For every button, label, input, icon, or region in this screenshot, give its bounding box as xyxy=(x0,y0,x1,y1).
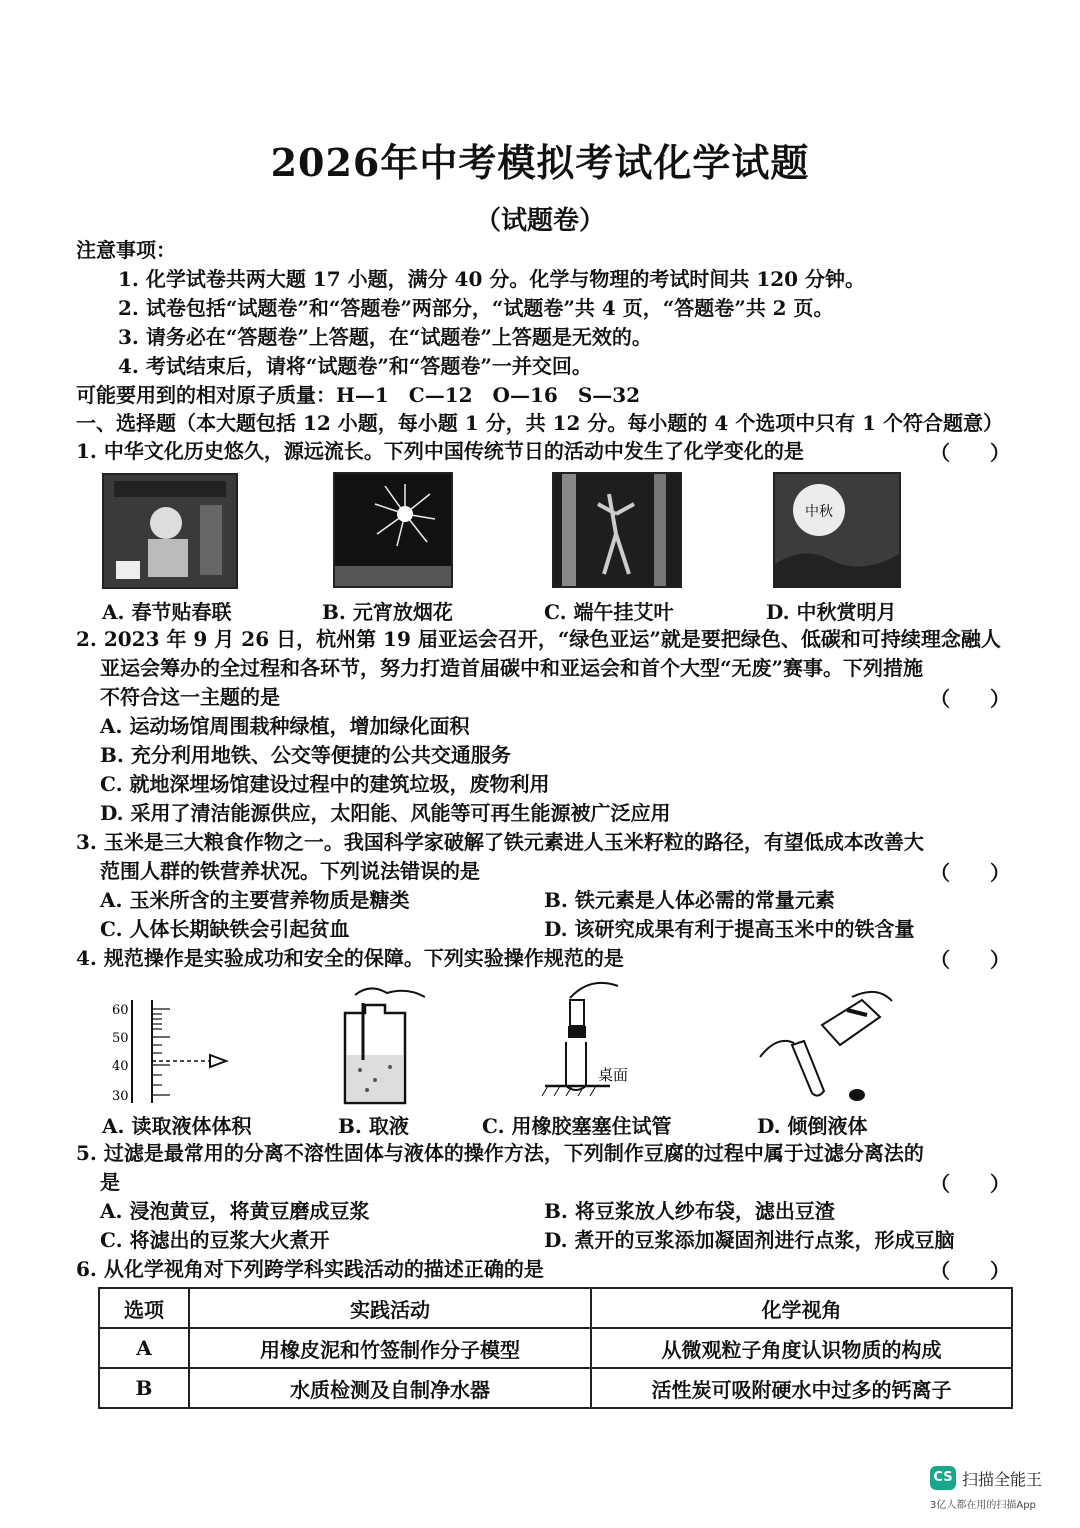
moon-illustration xyxy=(775,474,899,586)
notice-heading: 注意事项： xyxy=(76,238,176,262)
q2-stem-line-1: 2. 2023 年 9 月 26 日，杭州第 19 届亚运会召开，“绿色亚运”就是要把绿色、低碳和可持续理念融人 xyxy=(76,627,1001,651)
scanner-tagline: 3亿人都在用的扫描App xyxy=(930,1500,1036,1511)
q2-stem-line-3: 不符合这一主题的是 xyxy=(100,685,280,709)
section-heading: 一、选择题（本大题包括 12 小题，每小题 1 分，共 12 分。每小题的 4 个选项中只有 1 个符合题意） xyxy=(76,411,1004,435)
mugwort-illustration xyxy=(554,474,680,586)
q1-option-b: B. 元宵放烟花 xyxy=(322,600,453,624)
table-header-row xyxy=(99,1288,1012,1328)
table-header-cell: 化学视角 xyxy=(591,1288,1012,1328)
q3-option-c: C. 人体长期缺铁会引起贫血 xyxy=(100,917,350,941)
page-title: 2026年中考模拟考试化学试题 xyxy=(270,140,810,185)
q4-answer-paren: （ ） xyxy=(930,948,1010,972)
q5-option-b: B. 将豆浆放人纱布袋，滤出豆渣 xyxy=(544,1199,835,1223)
notice-item-2: 2. 试卷包括“试题卷”和“答题卷”两部分，“试题卷”共 4 页，“答题卷”共 2 页。 xyxy=(118,296,834,320)
scale-label-50: 50 xyxy=(112,1031,129,1046)
table-header-cell: 选项 xyxy=(99,1288,189,1328)
q4-stem: 4. 规范操作是实验成功和安全的保障。下列实验操作规范的是 xyxy=(76,946,624,970)
q2-answer-paren: （ ） xyxy=(930,687,1010,711)
q5-option-a: A. 浸泡黄豆，将黄豆磨成豆浆 xyxy=(100,1199,370,1223)
hand-icon xyxy=(760,1041,794,1057)
q1-image-c xyxy=(552,472,682,588)
table-cell: 从微观粒子角度认识物质的构成 xyxy=(591,1328,1012,1368)
table-header-cell: 实践活动 xyxy=(189,1288,591,1328)
cs-logo-icon: CS xyxy=(930,1466,956,1490)
q3-answer-paren: （ ） xyxy=(930,861,1010,885)
q3-option-a: A. 玉米所含的主要营养物质是糖类 xyxy=(100,888,410,912)
q1-image-d xyxy=(773,472,901,588)
q4-option-c: C. 用橡胶塞塞住试管 xyxy=(482,1114,672,1138)
q6-table xyxy=(98,1287,1013,1409)
scanner-watermark xyxy=(930,1466,1042,1490)
q2-stem-line-2: 亚运会筹办的全过程和各环节，努力打造首届碳中和亚运会和首个大型“无废”赛事。下列措施 xyxy=(100,656,924,680)
q2-option-c: C. 就地深埋场馆建设过程中的建筑垃圾，废物利用 xyxy=(100,772,550,796)
atomic-mass: 可能要用到的相对原子质量：H—1 C—12 O—16 S—32 xyxy=(76,383,641,407)
q6-answer-paren: （ ） xyxy=(930,1259,1010,1283)
q2-option-a: A. 运动场馆周围栽种绿植，增加绿化面积 xyxy=(100,714,470,738)
scale-label-60: 60 xyxy=(112,1003,129,1018)
eye-icon xyxy=(210,1055,226,1067)
hand-icon xyxy=(355,988,425,997)
q1-answer-paren: （ ） xyxy=(930,441,1010,465)
q4-option-b: B. 取液 xyxy=(338,1114,409,1138)
q3-stem-line-2: 范围人群的铁营养状况。下列说法错误的是 xyxy=(100,859,480,883)
q1-option-a: A. 春节贴春联 xyxy=(102,600,232,624)
q4-figure-a xyxy=(100,995,250,1107)
fireworks-illustration xyxy=(335,474,451,586)
q4-option-d: D. 倾倒液体 xyxy=(757,1114,868,1138)
q1-image-a xyxy=(102,473,238,589)
table-cell: 用橡皮泥和竹签制作分子模型 xyxy=(189,1328,591,1368)
q3-option-b: B. 铁元素是人体必需的常量元素 xyxy=(544,888,835,912)
scale-label-30: 30 xyxy=(112,1089,129,1104)
q3-stem-line-1: 3. 玉米是三大粮食作物之一。我国科学家破解了铁元素进人玉米籽粒的路径，有望低成本改善大 xyxy=(76,830,924,854)
notice-item-1: 1. 化学试卷共两大题 17 小题，满分 40 分。化学与物理的考试时间共 120 分钟。 xyxy=(118,267,866,291)
q4-figure-b xyxy=(325,985,425,1110)
notice-item-4: 4. 考试结束后，请将“试题卷”和“答题卷”一并交回。 xyxy=(118,354,592,378)
q3-option-d: D. 该研究成果有利于提高玉米中的铁含量 xyxy=(544,917,915,941)
table-cell: B xyxy=(99,1368,189,1408)
notice-item-3: 3. 请务必在“答题卷”上答题，在“试题卷”上答题是无效的。 xyxy=(118,325,652,349)
q5-answer-paren: （ ） xyxy=(930,1172,1010,1196)
couplet-illustration xyxy=(104,475,236,587)
q4-figure-d xyxy=(752,985,897,1110)
q2-option-b: B. 充分利用地铁、公交等便捷的公共交通服务 xyxy=(100,743,511,767)
table-row xyxy=(99,1368,1012,1408)
table-label: 桌面 xyxy=(598,1066,629,1084)
q5-stem-line-2: 是 xyxy=(100,1170,120,1194)
q6-stem: 6. 从化学视角对下列跨学科实践活动的描述正确的是 xyxy=(76,1257,544,1281)
scale-label-40: 40 xyxy=(112,1059,129,1074)
page-subtitle: （试题卷） xyxy=(474,206,605,236)
hand-icon xyxy=(852,992,892,1001)
q1-stem: 1. 中华文化历史悠久，源远流长。下列中国传统节日的活动中发生了化学变化的是 xyxy=(76,439,804,463)
scanner-name: 扫描全能王 xyxy=(962,1469,1043,1489)
q1-image-b xyxy=(333,472,453,588)
table-cell: 水质检测及自制净水器 xyxy=(189,1368,591,1408)
table-row xyxy=(99,1328,1012,1368)
q5-stem-line-1: 5. 过滤是最常用的分离不溶性固体与液体的操作方法，下列制作豆腐的过程中属于过滤分离法的 xyxy=(76,1141,924,1165)
hand-icon xyxy=(570,983,618,998)
q4-option-a: A. 读取液体体积 xyxy=(102,1114,252,1138)
q4-figure-c xyxy=(540,978,660,1103)
q5-option-d: D. 煮开的豆浆添加凝固剂进行点浆，形成豆脑 xyxy=(544,1228,955,1252)
q1-option-c: C. 端午挂艾叶 xyxy=(544,600,674,624)
table-cell: 活性炭可吸附硬水中过多的钙离子 xyxy=(591,1368,1012,1408)
q1-option-d: D. 中秋赏明月 xyxy=(766,600,897,624)
q2-option-d: D. 采用了清洁能源供应，太阳能、风能等可再生能源被广泛应用 xyxy=(100,801,671,825)
q5-option-c: C. 将滤出的豆浆大火煮开 xyxy=(100,1228,330,1252)
table-cell: A xyxy=(99,1328,189,1368)
moon-text: 中秋 xyxy=(805,504,833,520)
